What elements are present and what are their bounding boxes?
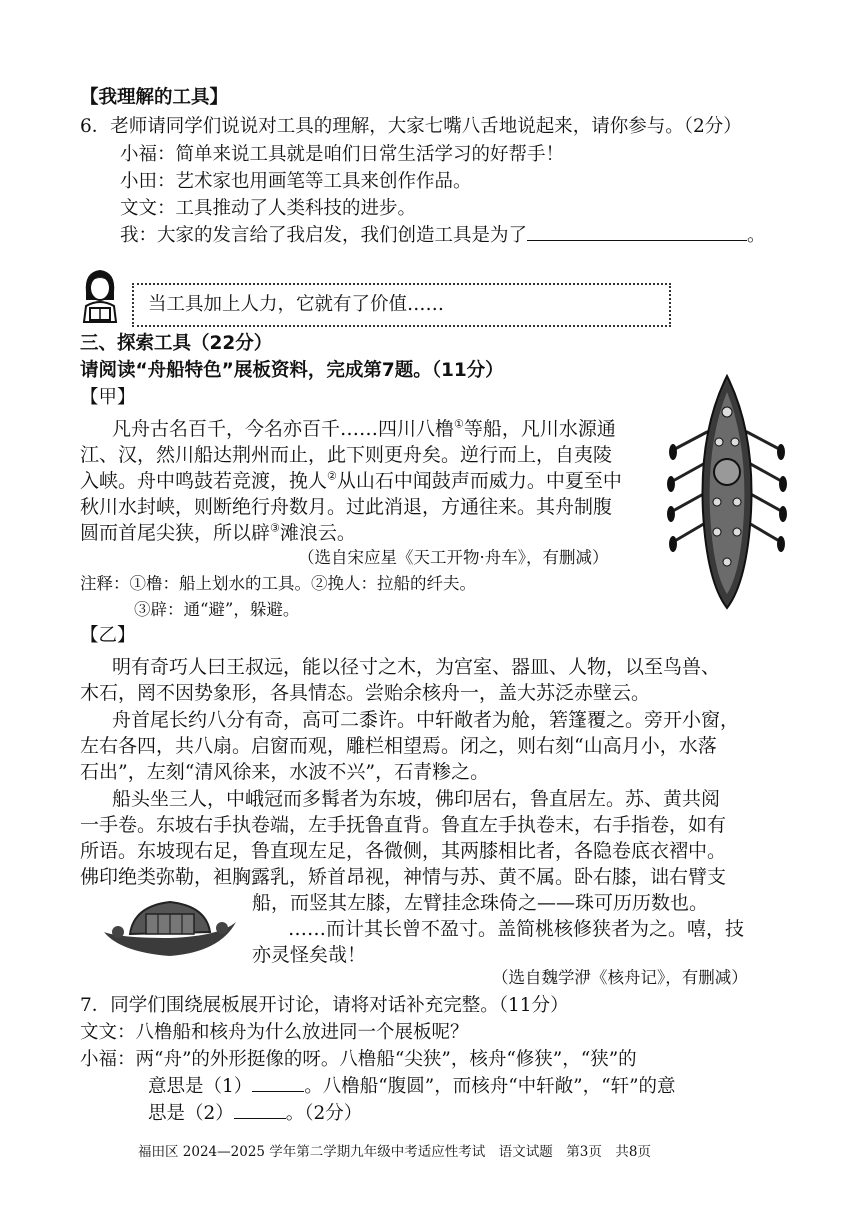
jia-line-3 (80, 466, 622, 493)
q7-blank1-prefix: 意思是（1） (148, 1076, 253, 1097)
q7-xiaofu-line-2 (148, 1075, 676, 1099)
q7-blank1-suffix: 。八橹船“腹圆”，而核舟“中轩敞”，“轩”的意 (304, 1076, 676, 1097)
section-3-instruction: 请阅读“舟船特色”展板资料，完成第7题。（11分） (80, 360, 504, 381)
yi-line-10: 船，而竖其左膝，左臂挂念珠倚之——珠可历历数也。 (252, 892, 709, 914)
jia-line-5b: 滩浪云。 (279, 522, 356, 544)
yi-line-1: 明有奇巧人曰王叔远，能以径寸之木，为宫室、器皿、人物，以至鸟兽、 (112, 656, 721, 678)
speech-box-text: 当工具加上人力，它就有了价值…… (148, 294, 445, 315)
q7-answer-blank-2[interactable] (234, 1102, 286, 1119)
q6-xiaotian-line: 小田：艺术家也用画笔等工具来创作作品。 (120, 171, 472, 192)
q7-blank2-suffix: 。（2分） (285, 1103, 363, 1124)
footnote-mark-1: ① (454, 417, 464, 431)
jia-line-1a: 凡舟古名百千，今名亦百千……四川八橹 (112, 418, 455, 440)
q6-answer-line (120, 224, 766, 248)
footnote-mark-3: ③ (270, 521, 280, 535)
section-heading-understanding: 【我理解的工具】 (80, 87, 229, 108)
jia-note-1: 注释：①橹：船上划水的工具。②挽人：拉船的纤夫。 (80, 574, 476, 593)
passage-jia-label: 【甲】 (80, 387, 136, 408)
q7-xiaofu-line-1: 小福：两“舟”的外形挺像的呀。八橹船“尖狭”，核舟“修狭”，“狭”的 (80, 1049, 637, 1070)
q6-xiaofu-line: 小福：简单来说工具就是咱们日常生活学习的好帮手！ (120, 144, 565, 165)
jia-source: （选自宋应星《天工开物·舟车》，有删减） (298, 548, 609, 567)
q6-answer-suffix: 。 (747, 225, 766, 246)
yi-line-2: 木石，罔不因势象形，各具情态。尝贻余核舟一，盖大苏泛赤壁云。 (80, 682, 651, 704)
jia-line-2: 江、汉，然川船达荆州而止，此下则更舟矣。逆行而上，自夷陵 (80, 444, 613, 466)
speech-box (132, 283, 671, 327)
q6-wenwen-line: 文文：工具推动了人类科技的进步。 (120, 198, 417, 219)
q7-xiaofu-line-3 (148, 1102, 362, 1126)
jia-line-3a: 入峡。舟中鸣鼓若竞渡，挽人 (80, 470, 328, 492)
yi-line-12: 亦灵怪矣哉！ (252, 944, 367, 966)
jia-line-3b: 从山石中闻鼓声而威力。中夏至中 (336, 470, 622, 492)
jia-line-1b: 等船，凡川水源通 (463, 418, 616, 440)
carved-nut-boat-image (100, 892, 240, 962)
question-6-stem: 6．老师请同学们说说对工具的理解，大家七嘴八舌地说起来，请你参与。（2分） (80, 116, 742, 137)
jia-line-1 (112, 414, 616, 441)
jia-line-5 (80, 518, 356, 545)
yi-line-7: 一手卷。东坡右手执卷端，左手抚鲁直背。鲁直左手执卷末，右手指卷，如有 (80, 814, 727, 836)
q7-blank2-prefix: 思是（2） (148, 1103, 234, 1124)
yi-line-5: 石出”，左刻“清风徐来，水波不兴”，石青糁之。 (80, 761, 490, 783)
q6-answer-prefix: 我：大家的发言给了我启发，我们创造工具是为了 (120, 225, 528, 246)
q6-answer-blank[interactable] (527, 224, 747, 241)
yi-source: （选自魏学洢《核舟记》，有删减） (492, 968, 748, 987)
yi-line-9: 佛印绝类弥勒，袒胸露乳，矫首昂视，神情与苏、黄不属。卧右膝，诎右臂支 (80, 866, 727, 888)
yi-line-11: ……而计其长曾不盈寸。盖简桃核修狭者为之。嘻，技 (288, 918, 745, 940)
jia-note-2: ③辟：通“避”，躲避。 (134, 600, 300, 619)
passage-yi-label: 【乙】 (80, 625, 136, 646)
jia-line-4: 秋川水封峡，则断绝行舟数月。过此消退，方通往来。其舟制腹 (80, 496, 613, 518)
question-7-stem: 7．同学们围绕展板展开讨论，请将对话补充完整。（11分） (80, 995, 569, 1016)
q7-wenwen-line: 文文：八橹船和核舟为什么放进同一个展板呢？ (80, 1022, 469, 1043)
yi-line-4: 左右各四，共八扇。启窗而观，雕栏相望焉。闭之，则右刻“山高月小，水落 (80, 735, 717, 757)
jia-line-5a: 圆而首尾尖狭，所以辟 (80, 522, 271, 544)
section-3-title: 三、探索工具（22分） (80, 333, 273, 354)
eight-oar-boat-image (667, 372, 787, 610)
yi-line-3: 舟首尾长约八分有奇，高可二黍许。中轩敞者为舱，箬篷覆之。旁开小窗， (112, 709, 740, 731)
yi-line-8: 所语。东坡现右足，鲁直现左足，各微侧，其两膝相比者，各隐卷底衣褶中。 (80, 840, 727, 862)
yi-line-6: 船头坐三人，中峨冠而多髯者为东坡，佛印居右，鲁直居左。苏、黄共阅 (112, 788, 721, 810)
girl-reading-icon (78, 266, 122, 324)
page-footer: 福田区 2024—2025 学年第二学期九年级中考适应性考试 语文试题 第3页 共8页 (138, 1144, 651, 1160)
footnote-mark-2: ② (327, 469, 337, 483)
q7-answer-blank-1[interactable] (252, 1075, 304, 1092)
